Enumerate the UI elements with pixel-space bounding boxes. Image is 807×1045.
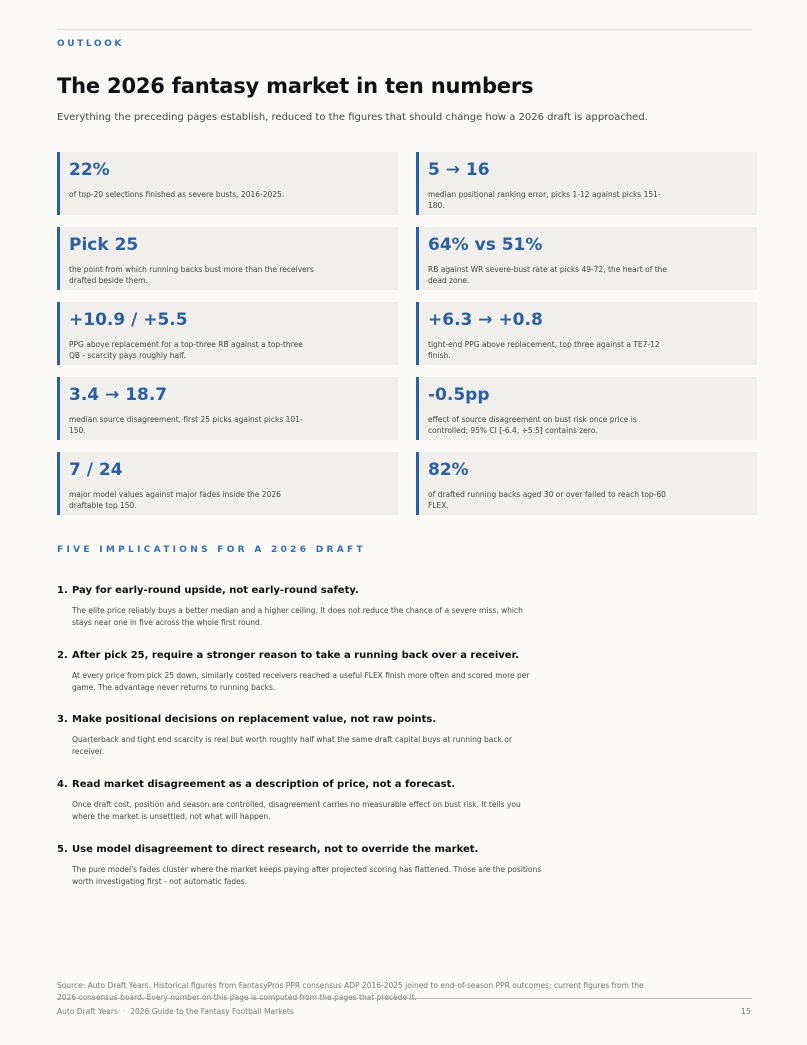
stat-description: PPG above replacement for a top-three RB against a top-three QB - scarcity pays roughly half. <box>69 340 303 360</box>
stat-card <box>57 227 398 290</box>
implication-item <box>57 844 557 888</box>
stat-description: major model values against major fades inside the 2026 draftable top 150. <box>69 490 281 510</box>
stat-description: effect of source disagreement on bust risk once price is controlled; 95% CI [-6.4, +5.5] contains zero. <box>428 415 637 435</box>
stat-value: -0.5pp <box>428 385 490 405</box>
running-footer <box>57 1007 294 1016</box>
footer-separator: · <box>122 1007 126 1016</box>
stat-value: 3.4 → 18.7 <box>69 385 168 405</box>
source-note: Source: Auto Draft Years. Historical figures from FantasyPros PPR consensus ADP 2016-2025 joined to end-of-season PPR outcomes; current figures from the <box>57 981 644 990</box>
implication-title: After pick 25, require a stronger reason to take a running back over a receiver. <box>72 650 519 661</box>
page-number: 15 <box>740 1007 751 1016</box>
implication-item <box>57 714 557 758</box>
stat-card <box>416 377 757 440</box>
stat-value: 82% <box>428 460 469 480</box>
implication-title-row <box>57 779 557 790</box>
implication-title: Pay for early-round upside, not early-round safety. <box>72 585 359 596</box>
implication-item <box>57 650 557 694</box>
stat-card <box>57 377 398 440</box>
stat-card <box>57 152 398 215</box>
stat-description: the point from which running backs bust more than the receivers drafted beside them. <box>69 265 314 285</box>
footer-rule <box>57 998 752 999</box>
implication-body: Once draft cost, position and season are controlled, disagreement carries no measurable effect on bust risk. It tells you where the market is unsettled, not what will happen. <box>72 800 521 821</box>
stat-value: Pick 25 <box>69 235 139 255</box>
implications-heading: FIVE IMPLICATIONS FOR A 2026 DRAFT <box>57 545 366 555</box>
implication-number: 3. <box>57 714 68 725</box>
stat-description: RB against WR severe-bust rate at picks 49-72, the heart of the dead zone. <box>428 265 668 285</box>
stat-description: median source disagreement, first 25 picks against picks 101-150. <box>69 415 303 435</box>
footer-publisher: Auto Draft Years <box>57 1007 118 1016</box>
page-title: The 2026 fantasy market in ten numbers <box>57 74 534 98</box>
implication-body: The pure model's fades cluster where the market keeps paying after projected scoring has flattened. Those are the positions worth investigating first - not automatic fades. <box>72 865 542 886</box>
stat-card <box>416 452 757 515</box>
stat-card <box>416 227 757 290</box>
implication-number: 2. <box>57 650 68 661</box>
implication-number: 5. <box>57 844 68 855</box>
stat-card <box>57 452 398 515</box>
implication-title-row <box>57 585 557 596</box>
stat-card <box>416 302 757 365</box>
stat-value: 22% <box>69 160 110 180</box>
stat-description: of drafted running backs aged 30 or over failed to reach top-60 FLEX. <box>428 490 666 510</box>
implication-title: Use model disagreement to direct research, not to override the market. <box>72 844 479 855</box>
implication-item <box>57 779 557 823</box>
top-rule <box>57 29 752 30</box>
implication-body: Quarterback and tight end scarcity is real but worth roughly half what the same draft capital buys at running back or receiver. <box>72 735 512 756</box>
footer-doc-title: 2026 Guide to the Fantasy Football Markets <box>130 1007 294 1016</box>
stat-description: of top-20 selections finished as severe busts, 2016-2025. <box>69 190 285 199</box>
implication-number: 4. <box>57 779 68 790</box>
stat-value: 7 / 24 <box>69 460 123 480</box>
implication-title-row <box>57 650 557 661</box>
page-subtitle: Everything the preceding pages establish, reduced to the figures that should change how a 2026 draft is approached. <box>57 112 648 123</box>
stat-value: 5 → 16 <box>428 160 490 180</box>
implication-item <box>57 585 557 629</box>
stat-description: tight-end PPG above replacement, top three against a TE7-12 finish. <box>428 340 660 360</box>
section-kicker: OUTLOOK <box>57 39 124 49</box>
implication-title-row <box>57 844 557 855</box>
stat-card <box>416 152 757 215</box>
stat-value: 64% vs 51% <box>428 235 543 255</box>
implication-body: The elite price reliably buys a better median and a higher ceiling. It does not reduce the chance of a severe miss, which stays near one in five across the whole first round. <box>72 606 523 627</box>
implication-title: Read market disagreement as a description of price, not a forecast. <box>72 779 456 790</box>
implication-title: Make positional decisions on replacement value, not raw points. <box>72 714 437 725</box>
stat-value: +6.3 → +0.8 <box>428 310 543 330</box>
implication-number: 1. <box>57 585 68 596</box>
implication-body: At every price from pick 25 down, similarly costed receivers reached a useful FLEX finish more often and scored more per game. The advantage never returns to running backs. <box>72 671 530 692</box>
stat-value: +10.9 / +5.5 <box>69 310 188 330</box>
stat-description: median positional ranking error, picks 1-12 against picks 151-180. <box>428 190 661 210</box>
stat-card <box>57 302 398 365</box>
implication-title-row <box>57 714 557 725</box>
